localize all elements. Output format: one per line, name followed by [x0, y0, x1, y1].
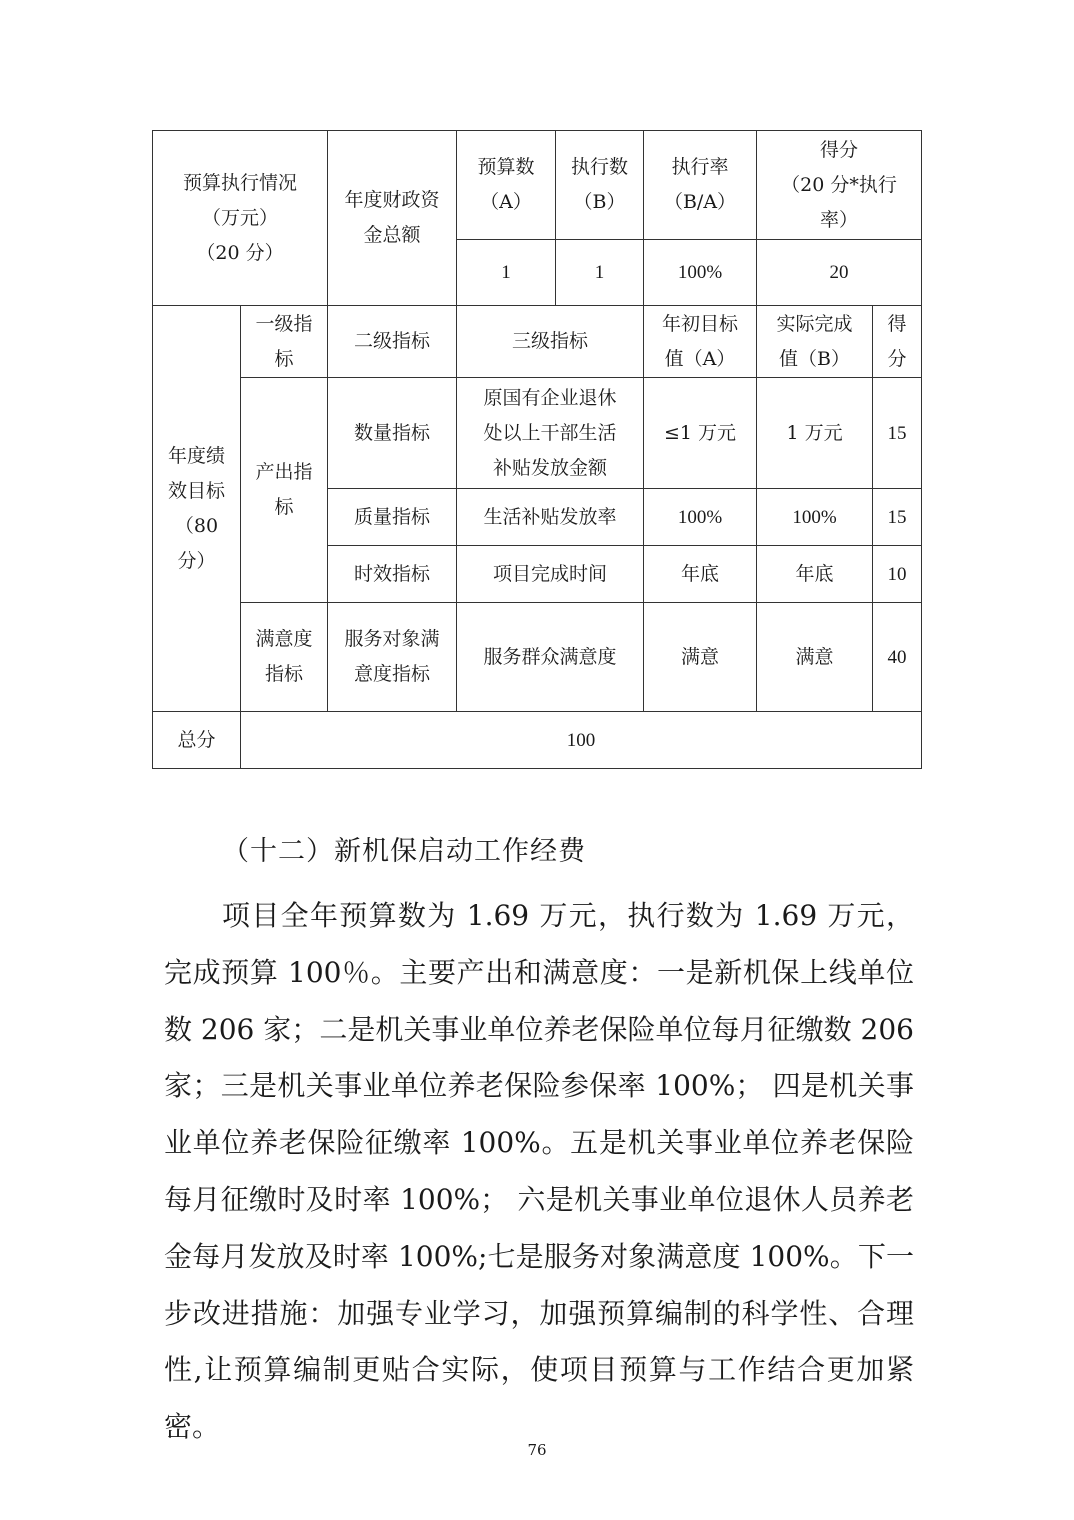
level2-cell: 质量指标: [328, 489, 457, 546]
table-row: [153, 603, 922, 712]
header-level2: 二级指标: [328, 306, 457, 378]
budget-row-label: 预算执行情况 （万元） （20 分）: [153, 131, 328, 306]
target-cell: 100%: [644, 489, 757, 546]
score-cell: 15: [873, 489, 922, 546]
target-cell: ≤1 万元: [644, 378, 757, 489]
budget-header-score: 得分 （20 分*执行 率）: [757, 131, 922, 240]
header-level1: 一级指 标: [241, 306, 328, 378]
budget-header-rate: 执行率 （B/A）: [644, 131, 757, 240]
section-paragraph: 项目全年预算数为 1.69 万元，执行数为 1.69 万元，完成预算 100％。主要产出和满意度：一是新机保上线单位数 206 家；二是机关事业单位养老保险单位每月征缴数 206 家；三是机关事业单位养老保险参保率 100%； 四是机关事业单位养老保险征缴率 100%。五是机关事业单位养老保险每月征缴时及时率 100%； 六是机关事业单位退休人员养老金每月发放及时率 100%;七是服务对象满意度 100%。下一步改进措施：加强专业学习，加强预算编制的科学性、合理性,让预算编制更贴合实际，使项目预算与工作结合更加紧密。: [164, 899, 914, 1444]
total-label: 总分: [153, 712, 241, 769]
header-score: 得 分: [873, 306, 922, 378]
total-value: 100: [241, 712, 922, 769]
target-cell: 满意: [644, 603, 757, 712]
level2-cell: 时效指标: [328, 546, 457, 603]
budget-value-a: 1: [457, 240, 556, 306]
table-row: [153, 378, 922, 489]
actual-cell: 100%: [757, 489, 873, 546]
level2-cell: 服务对象满 意度指标: [328, 603, 457, 712]
budget-header-b: 执行数 （B）: [556, 131, 644, 240]
level3-cell: 项目完成时间: [457, 546, 644, 603]
level2-cell: 数量指标: [328, 378, 457, 489]
header-target: 年初目标 值（A）: [644, 306, 757, 378]
section-heading: （十二）新机保启动工作经费: [222, 836, 586, 867]
budget-value-score: 20: [757, 240, 922, 306]
header-level3: 三级指标: [457, 306, 644, 378]
level3-cell: 原国有企业退休 处以上干部生活 补贴发放金额: [457, 378, 644, 489]
level3-cell: 生活补贴发放率: [457, 489, 644, 546]
actual-cell: 满意: [757, 603, 873, 712]
satisfaction-indicator-label: 满意度 指标: [241, 603, 328, 712]
header-actual: 实际完成 值（B）: [757, 306, 873, 378]
budget-header-a: 预算数 （A）: [457, 131, 556, 240]
score-cell: 40: [873, 603, 922, 712]
output-indicator-label: 产出指 标: [241, 378, 328, 603]
actual-cell: 年底: [757, 546, 873, 603]
level3-cell: 服务群众满意度: [457, 603, 644, 712]
performance-row-label: 年度绩 效目标 （80 分）: [153, 306, 241, 712]
performance-table: [152, 130, 922, 769]
actual-cell: 1 万元: [757, 378, 873, 489]
budget-value-b: 1: [556, 240, 644, 306]
score-cell: 10: [873, 546, 922, 603]
page-number: 76: [527, 1441, 547, 1459]
fund-total-label: 年度财政资 金总额: [328, 131, 457, 306]
target-cell: 年底: [644, 546, 757, 603]
budget-value-rate: 100%: [644, 240, 757, 306]
score-cell: 15: [873, 378, 922, 489]
